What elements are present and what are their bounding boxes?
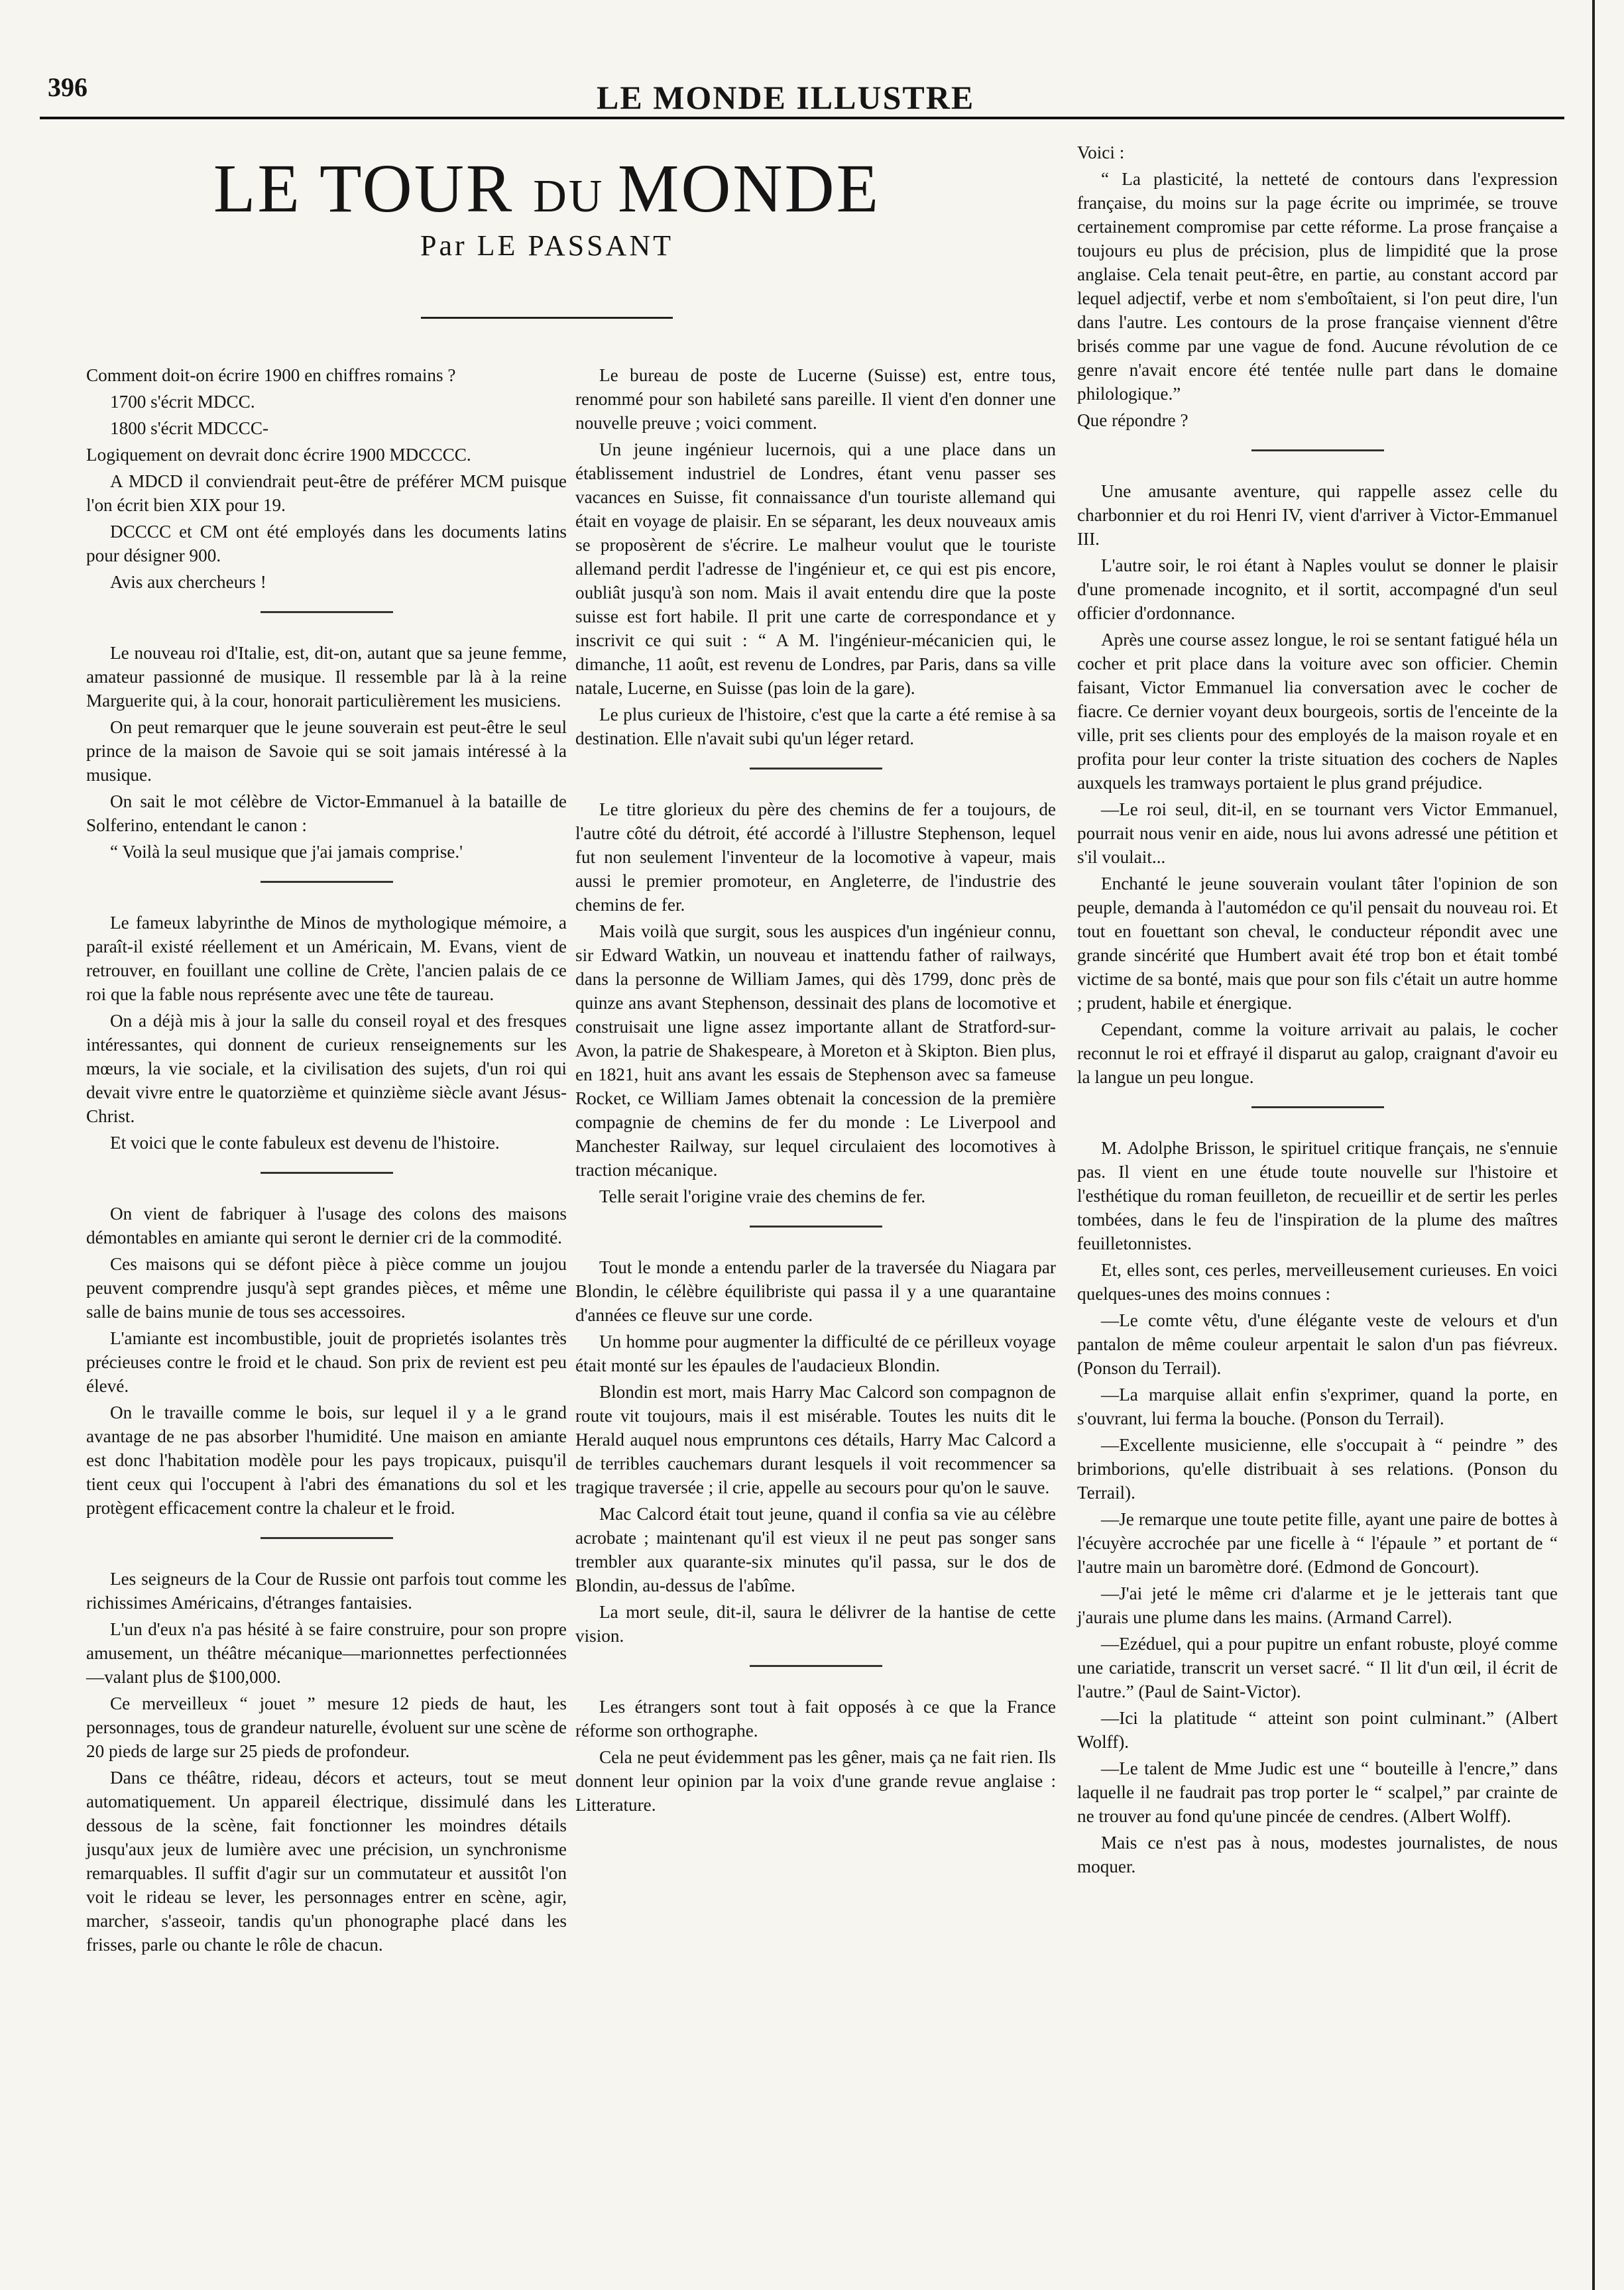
paragraph: Comment doit-on écrire 1900 en chiffres romains ? <box>86 365 456 385</box>
header-rule <box>40 117 1564 119</box>
paragraph: L'amiante est incombustible, jouit de proprietés isolantes très précieuses contre le froid et le chaud. Son prix de revient est peu élevé. <box>86 1328 567 1396</box>
column-3 <box>1077 141 1558 1881</box>
paragraph: On a déjà mis à jour la salle du conseil royal et des fresques intéressantes, qui donnent de curieux renseignements sur les mœurs, la vie sociale, et la civilisation des sujets, d'un roi qui devait vivre entre le quatorzième et quinzième siècle avant Jésus-Christ. <box>86 1011 567 1126</box>
paragraph: —Le roi seul, dit-il, en se tournant vers Victor Emmanuel, pourrait nous venir en aide, nous lui avons adressé une pétition et s'il voulait... <box>1077 799 1558 867</box>
article-title <box>99 149 994 228</box>
paragraph: On le travaille comme le bois, sur lequel il y a le grand avantage de ne pas absorber l'humidité. Une maison en amiante est donc l'habitation modèle pour les pays tropicaux, puisqu'il tient ceux qui l'occupent à l'abri des émanations du sol et les protègent efficacement contre la chaleur et le froid. <box>86 1403 567 1518</box>
paragraph: 1700 s'écrit MDCC. <box>110 392 255 412</box>
paragraph: —Ezéduel, qui a pour pupitre un enfant robuste, ployé comme une cariatide, transcrit un verset sacré. “ Il lit d'un œil, il écrit de l'autre.” (Paul de Saint-Victor). <box>1077 1634 1558 1701</box>
column-1 <box>86 363 567 1959</box>
section-separator <box>1251 1106 1384 1108</box>
paragraph: Logiquement on devrait donc écrire 1900 MDCCCC. <box>86 445 471 465</box>
section-separator <box>1251 449 1384 451</box>
paragraph: Dans ce théâtre, rideau, décors et acteurs, tout se meut automatiquement. Un appareil électrique, dissimulé dans les dessous de la scène, fait fonctionner les moindres détails jusqu'aux jeux de lumière avec une précision, un synchronisme remarquables. Il suffit d'agir sur un commutateur et aussitôt l'on voit le rideau se lever, les personnages entrer en scène, agir, marcher, s'asseoir, tandis qu'un phonographe placé dans les frisses, parle ou chante le rôle de chacun. <box>86 1768 567 1955</box>
paragraph: Le plus curieux de l'histoire, c'est que la carte a été remise à sa destination. Elle n'avait subi qu'un léger retard. <box>575 705 1056 748</box>
paragraph: La mort seule, dit-il, saura le délivrer de la hantise de cette vision. <box>575 1602 1056 1646</box>
paragraph: Le fameux labyrinthe de Minos de mythologique mémoire, a paraît-il existé réellement et un Américain, M. Evans, vient de retrouver, en fouillant une colline de Crète, l'ancien palais de ce roi que la fable nous représente avec une tête de taureau. <box>86 913 567 1004</box>
section-separator <box>261 1537 393 1539</box>
paragraph: Et, elles sont, ces perles, merveilleusement curieuses. En voici quelques-unes des moins connues : <box>1077 1260 1558 1304</box>
paragraph: Une amusante aventure, qui rappelle assez celle du charbonnier et du roi Henri IV, vient d'arriver à Victor-Emmanuel III. <box>1077 481 1558 549</box>
paragraph: Telle serait l'origine vraie des chemins de fer. <box>599 1186 926 1206</box>
paragraph: On sait le mot célèbre de Victor-Emmanuel à la bataille de Solferino, entendant le canon : <box>86 791 567 835</box>
paragraph: A MDCD il conviendrait peut-être de préférer MCM puisque l'on écrit bien XIX pour 19. <box>86 471 567 515</box>
paragraph: —Le comte vêtu, d'une élégante veste de velours et d'un pantalon de même couleur arpentait le salon d'un pas fiévreux. (Ponson du Terrail). <box>1077 1310 1558 1378</box>
paragraph: Cela ne peut évidemment pas les gêner, mais ça ne fait rien. Ils donnent leur opinion par la voix d'une grande revue anglaise : Litterature. <box>575 1747 1056 1815</box>
title-word-monde: MONDE <box>617 150 881 227</box>
section-separator <box>750 768 882 770</box>
title-rule <box>421 317 673 319</box>
paragraph: Les seigneurs de la Cour de Russie ont parfois tout comme les richissimes Américains, d'étranges fantaisies. <box>86 1569 567 1613</box>
paragraph: L'un d'eux n'a pas hésité à se faire construire, pour son propre amusement, un théâtre mécanique—marionnettes perfectionnées—valant plus de $100,000. <box>86 1619 567 1687</box>
paragraph: On peut remarquer que le jeune souverain est peut-être le seul prince de la maison de Savoie qui se soit jamais intéressé à la musique. <box>86 717 567 785</box>
paragraph: Mac Calcord était tout jeune, quand il confia sa vie au célèbre acrobate ; maintenant qu'il est vieux il ne peut pas songer sans trembler aux quarante-six minutes qu'il passa, sur le dos de Blondin, au-dessus de l'abîme. <box>575 1504 1056 1595</box>
journal-title: LE MONDE ILLUSTRE <box>597 79 975 116</box>
page-edge-rule <box>1592 0 1595 2290</box>
paragraph: “ Voilà la seul musique que j'ai jamais comprise.' <box>110 842 463 862</box>
title-word-du: DU <box>533 171 618 222</box>
paragraph: Enchanté le jeune souverain voulant tâter l'opinion de son peuple, demanda à l'automédon ce qu'il pensait du nouveau roi. Et tout en fouettant son cheval, le conducteur répondit avec une grande sincérité que Humbert avait été trop bon et était tombé victime de sa bonté, mais que pour son fils c'était un autre homme ; prudent, habile et énergique. <box>1077 874 1558 1013</box>
paragraph: Le titre glorieux du père des chemins de fer a toujours, de l'autre côté du détroit, été accordé à l'illustre Stephenson, lequel fut non seulement l'inventeur de la locomotive à vapeur, mais aussi le premier promoteur, en Angleterre, de l'industrie des chemins de fer. <box>575 799 1056 915</box>
paragraph: Mais ce n'est pas à nous, modestes journalistes, de nous moquer. <box>1077 1833 1558 1876</box>
page-number: 396 <box>48 72 87 102</box>
section-separator <box>261 881 393 883</box>
section-separator <box>750 1665 882 1667</box>
section-separator <box>261 1172 393 1174</box>
paragraph: —Le talent de Mme Judic est une “ bouteille à l'encre,” dans laquelle il ne faudrait pas trop porter le “ scalpel,” par crainte de ne trouver au fond qu'une pincée de cendres. (Albert Wolff). <box>1077 1758 1558 1826</box>
paragraph: Le nouveau roi d'Italie, est, dit-on, autant que sa jeune femme, amateur passionné de musique. Il ressemble par là à la reine Marguerite qui, à la cour, honorait particulièrement les musiciens. <box>86 643 567 711</box>
paragraph: —Ici la platitude “ atteint son point culminant.” (Albert Wolff). <box>1077 1708 1558 1752</box>
paragraph: DCCCC et CM ont été employés dans les documents latins pour désigner 900. <box>86 522 567 565</box>
paragraph: Le bureau de poste de Lucerne (Suisse) est, entre tous, renommé pour son habileté sans pareille. Il vient d'en donner une nouvelle preuve ; voici comment. <box>575 365 1056 433</box>
paragraph: Ces maisons qui se défont pièce à pièce comme un joujou peuvent comprendre jusqu'à sept grandes pièces, et même une salle de bains munie de tous ses accessoires. <box>86 1254 567 1322</box>
paragraph: Voici : <box>1077 143 1125 162</box>
paragraph: Tout le monde a entendu parler de la traversée du Niagara par Blondin, le célèbre équilibriste qui passa il y a une quarantaine d'années ce fleuve sur une corde. <box>575 1257 1056 1325</box>
paragraph: 1800 s'écrit MDCCC- <box>110 418 269 438</box>
paragraph: Que répondre ? <box>1077 410 1189 430</box>
paragraph: Un homme pour augmenter la difficulté de ce périlleux voyage était monté sur les épaules de l'audacieux Blondin. <box>575 1332 1056 1375</box>
paragraph: Après une course assez longue, le roi se sentant fatigué héla un cocher et prit place dans la voiture avec son officier. Chemin faisant, Victor Emmanuel lia conversation avec le cocher de fiacre. Ce dernier voyant deux bourgeois, sortis de l'enceinte de la ville, prit ses clients pour des employés de la maison royale et en profita pour leur conter la triste situation des cochers de Naples auxquels les tramways portaient le plus grand préjudice. <box>1077 630 1558 793</box>
title-word-le: LE <box>213 150 319 227</box>
paragraph: Un jeune ingénieur lucernois, qui a une place dans un établissement industriel de Londres, étant venu passer ses vacances en Suisse, fit connaissance d'un touriste allemand qui était en voyage de plaisir. En se séparant, les deux nouveaux amis se proposèrent de s'écrire. Le malheur voulut que le touriste allemand perdit l'adresse de l'ingénieur et, ce qui est pis encore, oubliât jusqu'à son nom. Mais il avait entendu dire que la poste suisse est fort habile. Il prit une carte de correspondance et y inscrivit ce qui suit : “ A M. l'ingénieur-mécanicien qui, le dimanche, 11 août, est revenu de Londres, par Paris, dans sa ville natale, Lucerne, en Suisse (pas loin de la gare). <box>575 439 1056 698</box>
title-word-tour: TOUR <box>319 150 534 227</box>
paragraph: Cependant, comme la voiture arrivait au palais, le cocher reconnut le roi et effrayé il disparut au galop, craignant d'avoir eu la langue un peu longue. <box>1077 1019 1558 1087</box>
paragraph: “ La plasticité, la netteté de contours dans l'expression française, du moins sur la page écrite ou imprimée, se trouve certainement compromise par cette réforme. La prose française a toujours eu plus de précision, plus de limpidité que la prose anglaise. Cela tenait peut-être, en partie, au constant accord par lequel adjectif, verbe et nom s'emboîtaient, si l'on peut dire, l'un dans l'autre. Les contours de la prose française viennent d'être brisés comme par une vague de fond. Aucune révolution de ce genre n'avait encore été tentée nulle part dans le domaine philologique.” <box>1077 169 1558 404</box>
paragraph: Mais voilà que surgit, sous les auspices d'un ingénieur connu, sir Edward Watkin, un nouveau et inattendu father of railways, dans la personne de William James, qui dès 1799, donc près de quinze ans avant Stephenson, dessinait des plans de locomotive et construisait une ligne assez importante allant de Stratford-sur-Avon, la patrie de Shakespeare, à Moreton et à Skipton. Bien plus, en 1821, huit ans avant les essais de Stephenson avec sa fameuse Rocket, ce William James obtenait la concession de la première compagnie de chemins de fer du monde : Le Liverpool and Manchester Railway, sur lequel circulaient des locomotives à traction mécanique. <box>575 921 1056 1180</box>
paragraph: —Excellente musicienne, elle s'occupait à “ peindre ” des brimborions, qu'elle distribuait à ses relations. (Ponson du Terrail). <box>1077 1435 1558 1503</box>
paragraph: On vient de fabriquer à l'usage des colons des maisons démontables en amiante qui seront le dernier cri de la commodité. <box>86 1204 567 1247</box>
paragraph: Avis aux chercheurs ! <box>110 572 266 592</box>
paragraph: —La marquise allait enfin s'exprimer, quand la porte, en s'ouvrant, lui ferma la bouche. (Ponson du Terrail). <box>1077 1385 1558 1428</box>
paragraph: —J'ai jeté le même cri d'alarme et je le jetterais tant que j'aurais une plume dans les mains. (Armand Carrel). <box>1077 1583 1558 1627</box>
paragraph: Les étrangers sont tout à fait opposés à ce que la France réforme son orthographe. <box>575 1697 1056 1741</box>
paragraph: Blondin est mort, mais Harry Mac Calcord son compagnon de route vit toujours, mais il est misérable. Toutes les nuits dit le Herald auquel nous empruntons ces détails, Harry Mac Calcord a de terribles cauchemars durant lesquels il voit recommencer sa tragique traversée ; il crie, appelle au secours pour qu'on le sauve. <box>575 1382 1056 1497</box>
paragraph: Et voici que le conte fabuleux est devenu de l'histoire. <box>110 1133 500 1153</box>
paragraph: M. Adolphe Brisson, le spirituel critique français, ne s'ennuie pas. Il vient en une étude toute nouvelle sur l'histoire et l'esthétique du roman feuilleton, de recueillir et de sertir les perles tombées, dans le feu de l'inspiration de la plume des maîtres feuilletonnistes. <box>1077 1138 1558 1253</box>
paragraph: L'autre soir, le roi étant à Naples voulut se donner le plaisir d'une promenade incognito, et il sortit, accompagné d'un seul officier d'ordonnance. <box>1077 555 1558 623</box>
column-2 <box>575 363 1056 1819</box>
article-byline: Par LE PASSANT <box>420 229 673 262</box>
section-separator <box>750 1226 882 1228</box>
section-separator <box>261 611 393 613</box>
paragraph: —Je remarque une toute petite fille, ayant une paire de bottes à l'écuyère accrochée par une ficelle à “ l'épaule ” et portant de “ l'autre main un baromètre doré. (Edmond de Goncourt). <box>1077 1509 1558 1577</box>
paragraph: Ce merveilleux “ jouet ” mesure 12 pieds de haut, les personnages, tous de grandeur naturelle, évoluent sur une scène de 20 pieds de large sur 25 pieds de profondeur. <box>86 1693 567 1761</box>
